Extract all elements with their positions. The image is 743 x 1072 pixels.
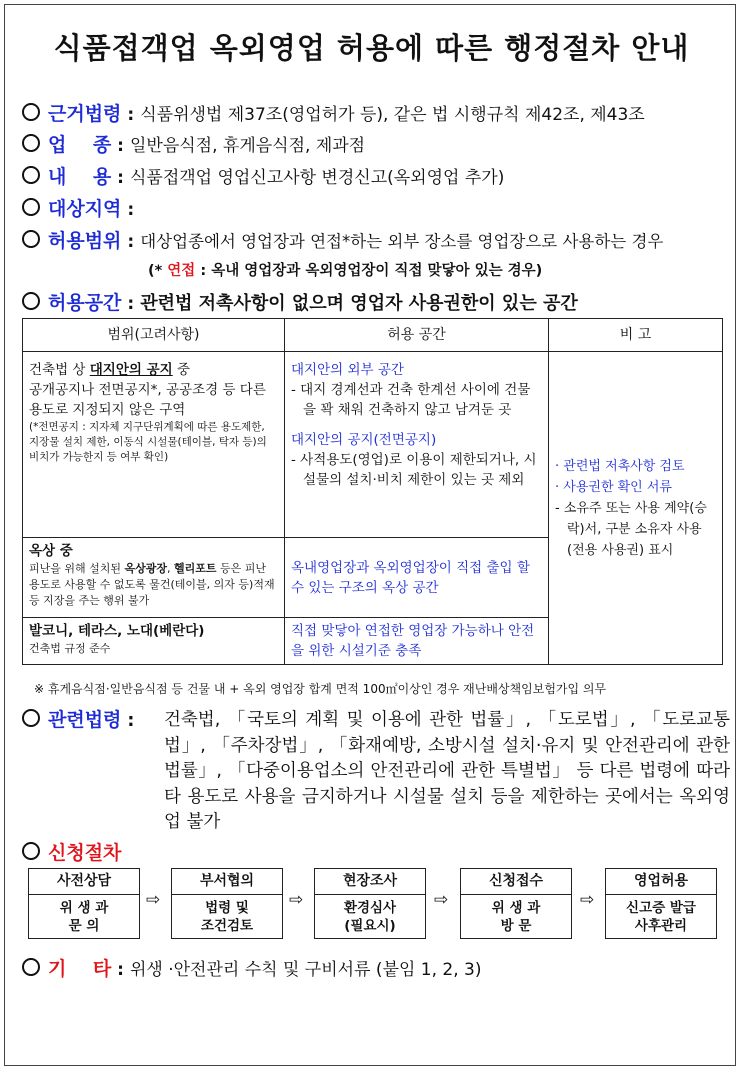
item-business-type: 업 종 : 일반음식점, 휴게음식점, 제과점 [22,130,729,157]
step-title: 영업허용 [606,869,716,895]
adjacency-note [148,259,542,280]
scope-text: 중 [172,362,191,378]
note-prefix: (* [148,263,163,279]
arrow-right-icon: ⇨ [580,890,595,910]
scope-body: 공개공지나 전면공지*, 공공조경 등 다른 용도로 지정되지 않은 구역 [29,382,266,418]
col-header-remarks: 비 고 [549,319,723,352]
circle-bullet-icon [22,103,40,121]
procedure-step [460,868,572,939]
table-row [23,352,723,538]
scope-cell [23,618,285,665]
item-text: 위생 ·안전관리 수칙 및 구비서류 (붙임 1, 2, 3) [129,960,482,980]
item-procedure [22,838,729,865]
insurance-footnote: ※ 휴게음식점·일반음식점 등 건물 내 + 옥외 영업장 합계 면적 100㎡이상인 경우 재난배상책임보험가입 의무 [34,682,607,696]
item-allowed-space: 허용공간 : 관련법 저촉사항이 없으며 영업자 사용권한이 있는 공간 [22,288,729,315]
step-body: 신고증 발급 사후관리 [626,900,696,934]
scope-keyword: 대지안의 공지 [89,362,173,378]
space-title: 대지안의 공지(전면공지) [291,432,437,448]
item-text: 관련법 저촉사항이 없으며 영업자 사용권한이 있는 공간 [140,293,578,314]
page-title: 식품접객업 옥외영업 허용에 따른 행정절차 안내 [53,31,690,65]
item-legal-basis: 근거법령 : 식품위생법 제37조(영업허가 등), 같은 법 시행규칙 제42조, 제43조 [22,99,729,126]
step-title: 신청접수 [461,869,571,895]
item-text: 대상업종에서 영업장과 연접*하는 외부 장소를 영업장으로 사용하는 경우 [140,232,664,251]
scope-cell [23,538,285,618]
col-header-scope: 범위(고려사항) [23,319,285,352]
scope-title: 옥상 중 [29,543,73,559]
step-body: 법령 및 조건검토 [200,900,254,934]
item-text: 식품위생법 제37조(영업허가 등), 같은 법 시행규칙 제42조, 제43조 [140,105,645,125]
item-label: 허용공간 [48,292,122,314]
space-cell [285,352,549,538]
scope-small-note: 건축법 규정 준수 [29,642,111,655]
table-header-row [23,319,723,352]
scope-cell [23,352,285,538]
arrow-right-icon: ⇨ [434,890,449,910]
item-text: 식품접객업 영업신고사항 변경신고(옥외영업 추가) [129,168,505,188]
law-text: 건축법, 「국토의 계획 및 이용에 관한 법률」, 「도로법」, 「도로교통법」, 「주차장법」, 「화재예방, 소방시설 설치·유지 및 안전관리에 관한 법률」, 「다중이용업소의 안전관리에 관한 특별법」 등 다른 법령에 따라 타 용도로 사용을 금지하거나 시설물 설치 등을 제한하는 곳에서는 옥외영업 불가 [164,710,730,832]
remark-item: · 관련법 저촉사항 검토 [555,458,685,474]
space-text: - 대지 경계선과 건축 한계선 사이에 건물을 꽉 채워 건축하지 않고 남겨둔 곳 [291,382,531,418]
allowed-space-table [22,318,723,665]
procedure-step [314,868,426,939]
scope-small-note: (*전면공지 : 지자체 지구단위계획에 따른 용도제한, 지장물 설치 제한, 이동식 시설물(테이블, 탁자 등)의 비치가 가능한지 등 여부 확인) [29,421,267,463]
circle-bullet-icon [22,842,40,860]
circle-bullet-icon [22,134,40,152]
item-content: 내 용 : 식품접객업 영업신고사항 변경신고(옥외영업 추가) [22,162,729,189]
step-title: 현장조사 [315,869,425,895]
circle-bullet-icon [22,230,40,248]
remark-item: - 소유주 또는 사용 계약(승락)서, 구분 소유자 사용(전용 사용권) 표시 [555,500,707,558]
space-cell: 옥내영업장과 옥외영업장이 직접 출입 할 수 있는 구조의 옥상 공간 [285,538,549,618]
circle-bullet-icon [22,958,40,976]
item-etc: 기 타 : 위생 ·안전관리 수칙 및 구비서류 (붙임 1, 2, 3) [22,954,729,981]
arrow-right-icon: ⇨ [289,890,304,910]
item-label: 신청절차 [48,842,122,864]
circle-bullet-icon [22,198,40,216]
item-target-area: 대상지역 : [22,194,729,221]
item-label: 기 타 [48,958,112,980]
procedure-step [605,868,717,939]
arrow-right-icon: ⇨ [146,890,161,910]
scope-small-note: 피난을 위해 설치된 옥상광장, 헬리포트 등은 피난 용도로 사용할 수 없도록 물건(테이블, 의자 등)적재 등 지장을 주는 행위 불가 [29,562,275,607]
step-body: 위 생 과 문 의 [59,900,109,934]
step-title: 사전상담 [29,869,139,895]
item-label: 업 종 [48,134,112,156]
scope-text: 건축법 상 [29,362,90,378]
step-body: 위 생 과 방 문 [491,900,541,934]
note-text: : 옥내 영업장과 옥외영업장이 직접 맞닿아 있는 경우) [200,263,543,279]
item-label: 내 용 [48,166,112,188]
item-label: 대상지역 [48,198,122,220]
step-title: 부서협의 [172,869,282,895]
space-cell: 직접 맞닿아 연접한 영업장 가능하나 안전을 위한 시설기준 충족 [285,618,549,665]
remark-item: · 사용권한 확인 서류 [555,479,672,495]
item-label: 허용범위 [48,230,122,252]
item-label: 근거법령 [48,103,122,125]
step-body: 환경심사 (필요시) [343,900,397,934]
related-laws: 관련법령 : 건축법, 「국토의 계획 및 이용에 관한 법률」, 「도로법」, 「도로교통법」, 「주차장법」, 「화재예방, 소방시설 설치·유지 및 안전관리에 관한 법률」, 「다중이용업소의 안전관리에 관한 특별법」 등 다른 법령에 따라 타 용도로 사용을 금지하거나 시설물 설치 등을 제한하는 곳에서는 옥외영업 불가 [22,708,734,735]
item-label: 관련법령 [48,709,122,731]
remarks-cell [549,352,723,665]
circle-bullet-icon [22,166,40,184]
circle-bullet-icon [22,709,40,727]
col-header-space: 허용 공간 [285,319,549,352]
item-text: 일반음식점, 휴게음식점, 제과점 [129,136,366,156]
procedure-step [171,868,283,939]
space-text: - 사적용도(영업)로 이용이 제한되거나, 시설물의 설치·비치 제한이 있는 곳 제외 [291,452,537,488]
note-keyword: 연접 [167,263,196,279]
procedure-step [28,868,140,939]
circle-bullet-icon [22,292,40,310]
remarks-list [555,456,716,561]
scope-title: 발코니, 테라스, 노대(베란다) [29,623,205,639]
item-scope: 허용범위 : 대상업종에서 영업장과 연접*하는 외부 장소를 영업장으로 사용하는 경우 [22,226,729,253]
space-title: 대지안의 외부 공간 [291,362,404,378]
